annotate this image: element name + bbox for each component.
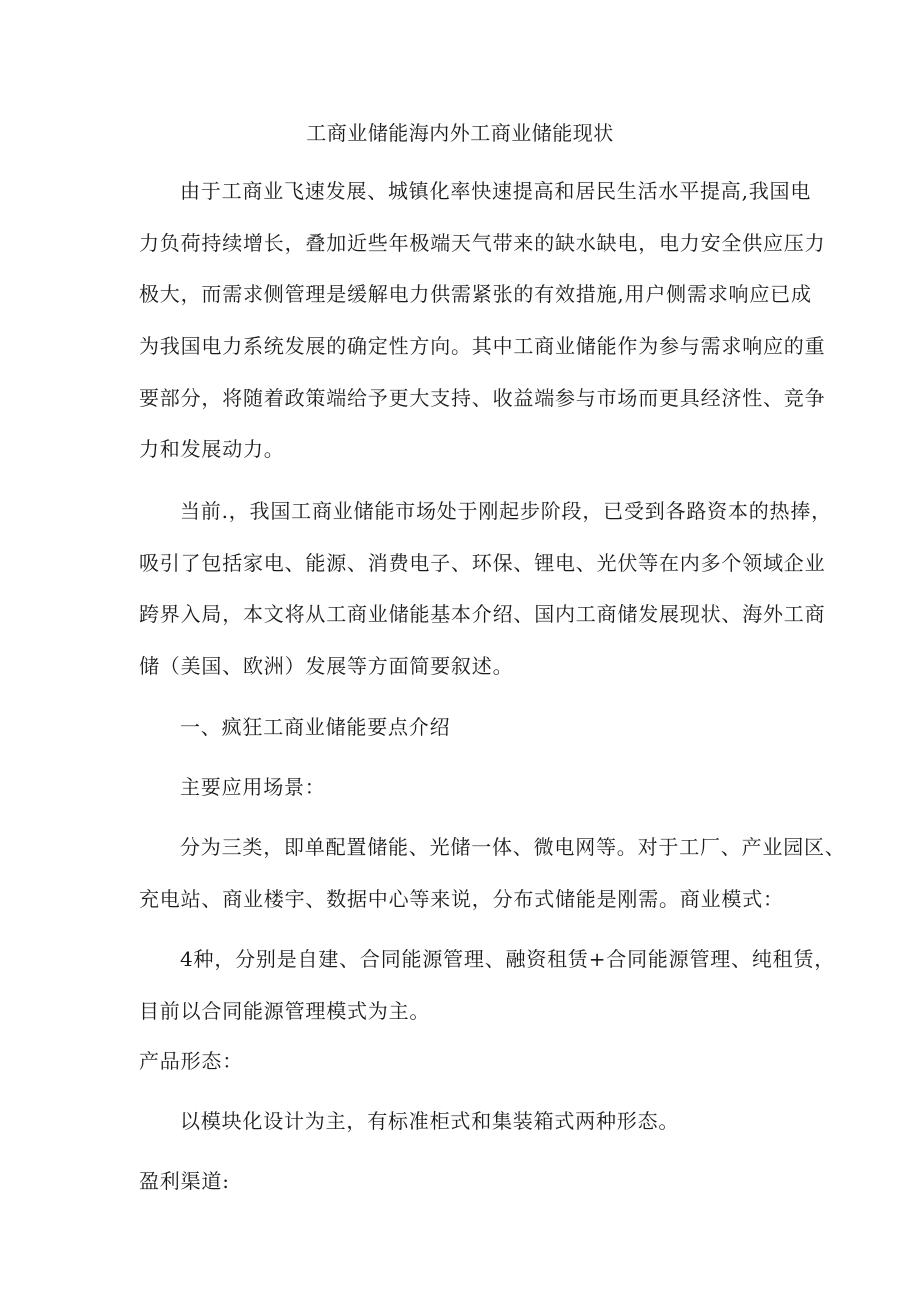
paragraph-1-line-3: 极大，而需求侧管理是缓解电力供需紧张的有效措施,用户侧需求响应已成 [139,282,812,306]
paragraph-1-line-4: 为我国电力系统发展的确定性方向。其中工商业储能作为参与需求响应的重 [139,334,826,358]
paragraph-1-line-5: 要部分，将随着政策端给予更大支持、收益端参与市场而更具经济性、竞争 [139,386,826,410]
paragraph-2-line-2: 吸引了包括家电、能源、消费电子、环保、锂电、光伏等在内多个领域企业 [139,551,826,575]
paragraph-5-line-1: 以模块化设计为主，有标准柜式和集装箱式两种形态。 [180,1109,680,1133]
subheading-application-scenarios: 主要应用场景： [180,775,326,799]
section-heading-1: 一、疯狂工商业储能要点介绍 [180,715,451,739]
paragraph-1-line-2: 力负荷持续增长，叠加近些年极端天气带来的缺水缺电，电力安全供应压力 [139,231,826,255]
paragraph-2-line-3: 跨界入局，本文将从工商业储能基本介绍、国内工商储发展现状、海外工商 [139,602,826,626]
paragraph-2-line-1: 当前.，我国工商业储能市场处于刚起步阶段，已受到各路资本的热捧， [180,499,832,523]
subheading-profit-channels: 盈利渠道: [139,1169,230,1193]
paragraph-3-line-2: 充电站、商业楼宇、数据中心等来说，分布式储能是刚需。商业模式： [139,887,784,911]
paragraph-1-line-6: 力和发展动力。 [139,437,285,461]
paragraph-4-line-2: 目前以合同能源管理模式为主。 [139,999,431,1023]
paragraph-1-line-1: 由于工商业飞速发展、城镇化率快速提高和居民生活水平提高,我国电 [180,179,812,203]
document-title: 工商业储能海内外工商业储能现状 [306,121,614,145]
paragraph-4-line-1: 4种，分别是自建、合同能源管理、融资租赁+合同能源管理、纯租赁， [180,947,836,971]
paragraph-2-line-4: 储（美国、欧洲）发展等方面简要叙述。 [139,654,514,678]
paragraph-3-line-1: 分为三类，即单配置储能、光储一体、微电网等。对于工厂、产业园区、 [180,835,846,859]
subheading-product-form: 产品形态： [139,1049,243,1073]
